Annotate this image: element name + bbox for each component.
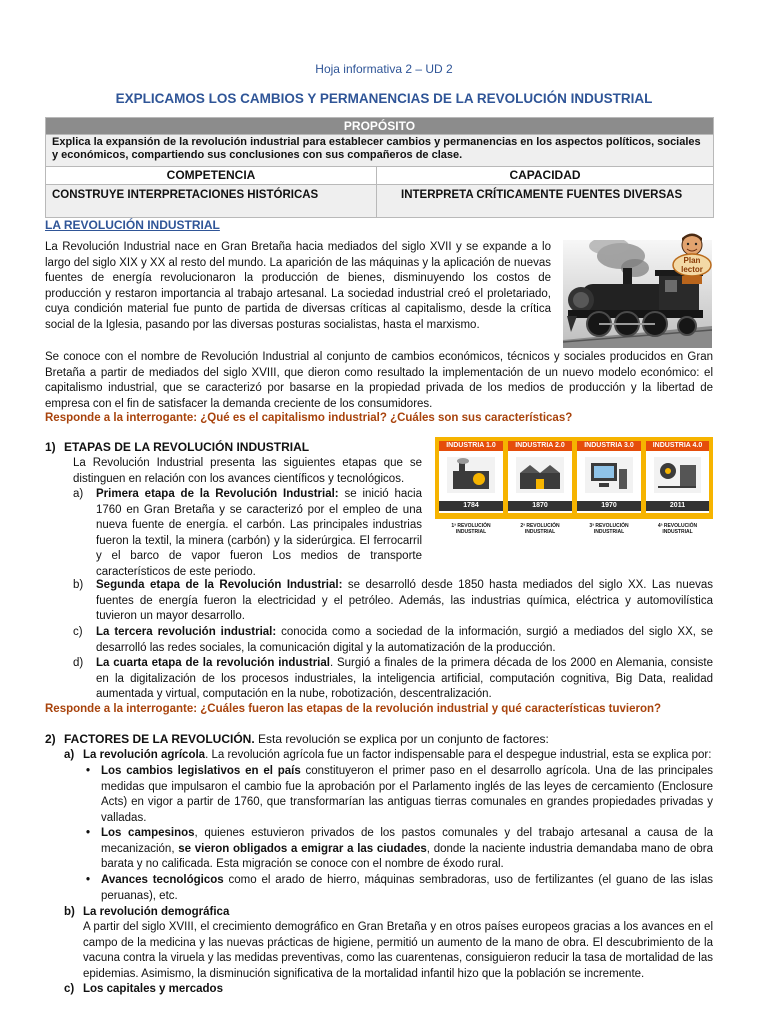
industria-caption-4: 4ª REVOLUCIÓN INDUSTRIAL — [657, 523, 698, 535]
plan-lector-line1: Plan — [683, 256, 701, 265]
bullet-peasants-text: , quienes estuvieron privados de los pastos comunales y del trabajo artesanal a causa de la mecanización, — [101, 827, 713, 855]
question-1: Responde a la interrogante: ¿Qué es el capitalismo industrial? ¿Cuáles son sus características? — [45, 412, 573, 424]
factor-b-title: La revolución demográfica — [83, 906, 230, 918]
bullet-technology-text: como el arado de hierro, máquinas sembradoras, uso de fertilizantes (el guano de las islas peruanas), etc. — [101, 874, 713, 902]
bullet-legislation-title: Los cambios legislativos en el país — [101, 765, 301, 777]
bullet-icon: • — [86, 827, 91, 839]
factor-c-marker: c) — [64, 983, 75, 995]
plan-lector-line2: lector — [681, 265, 703, 274]
stage-b-text — [96, 578, 713, 625]
section-1-title: ETAPAS DE LA REVOLUCIÓN INDUSTRIAL — [64, 440, 310, 454]
bullet-peasants-title: Los campesinos — [101, 827, 195, 839]
industria-caption-3: 3ª REVOLUCIÓN INDUSTRIAL — [589, 523, 629, 535]
section-2-title-rest: Esta revolución se explica por un conjunto de factores: — [254, 732, 549, 746]
stage-c-marker: c) — [73, 626, 83, 638]
capacity-value: INTERPRETA CRÍTICAMENTE FUENTES DIVERSAS — [377, 185, 714, 218]
factory-icon-1 — [447, 457, 495, 493]
factor-a-marker: a) — [64, 749, 75, 761]
page-title: EXPLICAMOS LOS CAMBIOS Y PERMANENCIAS DE LA REVOLUCIÓN INDUSTRIAL — [115, 91, 653, 106]
factory-icon-3 — [585, 457, 633, 493]
industria-panel-3 — [577, 441, 641, 513]
industria-panel-2 — [508, 441, 572, 513]
industria-year-3: 1970 — [577, 501, 641, 511]
bullet-legislation-text: constituyeron el primer paso en el desarrollo agrícola. Una de las principales medidas que impulsaron el cambio fue la aprobación por el Parlamento inglés de las leyes de cercamiento (Enclosure Acts) en vigor a partir de 1760, que transformarían las antiguas tierras comunales en grandes propiedades privadas y valladas. — [101, 765, 713, 824]
industria-title-3: INDUSTRIA 3.0 — [577, 441, 641, 451]
bullet-item-peasants — [101, 826, 713, 873]
stage-b-body: se desarrolló desde 1850 hasta mediados del siglo XX. Las nuevas fuentes de energía fueron la electricidad y el petróleo. Además, las industrias química, eléctrica y automovilística tuvieron un mayor desarrollo. — [96, 579, 714, 623]
industria-year-4: 2011 — [646, 501, 709, 511]
stage-a-title: Primera etapa de la Revolución Industrial: — [96, 488, 339, 500]
factor-b-text: A partir del siglo XVIII, el crecimiento demográfico en Gran Bretaña y en otros países europeos gracias a los avances en el campo de la medicina y las nuevas prácticas de higiene, permitió un aumento de la mano de obra. El descubrimiento de la vacuna contra la viruela y las medidas preventivas, como las cuarentenas, consiguieron reducir la tasa de mortalidad de las epidemias. Asimismo, la disminución significativa de la mortalidad infantil hizo que la población se incremente. — [83, 921, 713, 980]
capacity-header: CAPACIDAD — [377, 167, 714, 185]
purpose-header: PROPÓSITO — [46, 118, 714, 135]
industria-title-2: INDUSTRIA 2.0 — [508, 441, 572, 451]
factor-b-marker: b) — [64, 906, 75, 918]
bullet-peasants-text-2: , donde la naciente industria demandaba mano de obra barata y no calificada. Esta migración se conoce con el nombre de éxodo rural. — [101, 842, 713, 871]
factory-icon-2 — [516, 457, 564, 493]
section-1-intro: La Revolución Industrial presenta las siguientes etapas que se distinguen en relación con los avances científicos y tecnológicos. — [73, 457, 422, 485]
section-2-heading — [64, 732, 549, 747]
bullet-item-legislation — [101, 764, 713, 826]
plan-lector-badge — [672, 233, 712, 285]
competence-header: COMPETENCIA — [46, 167, 377, 185]
stage-b-marker: b) — [73, 579, 84, 591]
section-2-number: 2) — [45, 732, 56, 746]
industria-panel-1 — [439, 441, 503, 513]
industria-infographic — [435, 437, 713, 545]
question-2: Responde a la interrogante: ¿Cuáles fueron las etapas de la revolución industrial y qué características tuvieron? — [45, 703, 662, 715]
factory-icon-4 — [654, 457, 701, 493]
stage-d-body: . Surgió a finales de la primera década de los 2000 en Alemania, consiste en la digitalización de los procesos industriales, la inteligencia artificial, computación cognitiva, Big Data, realidad aumentada y virtual, computación en la nube, robotización, descentralización. — [96, 657, 713, 701]
bullet-peasants-emphasis: se vieron obligados a emigrar a las ciudades — [178, 842, 427, 855]
industria-title-4: INDUSTRIA 4.0 — [646, 441, 709, 451]
purpose-text: Explica la expansión de la revolución industrial para establecer cambios y permanencias en los aspectos políticos, sociales y económicos, compartiendo sus conclusiones con sus compañeros de clase. — [46, 135, 714, 167]
bullet-icon: • — [86, 874, 91, 886]
worksheet-subtitle: Hoja informativa 2 – UD 2 — [315, 62, 453, 76]
stage-a-body: se inició hacia 1760 en Gran Bretaña y se caracterizó por el empleo de una nueva fuente de energía. el carbón. Las principales industrias fueron la textil, la minera (carbón) y la siderúrgica. El ferrocarril y el barco de vapor fueron Los medios de transporte característicos de este periodo. — [96, 488, 422, 578]
stage-c-text — [96, 625, 713, 656]
factor-a-heading — [83, 748, 723, 764]
stage-c-body: conocida como a sociedad de la información, surgió a mediados del siglo XX, se desarrolló las redes sociales, la comunicación digital y la automatización de la producción. — [96, 626, 713, 654]
section-2-title: FACTORES DE LA REVOLUCIÓN. — [64, 732, 255, 746]
industria-title-1: INDUSTRIA 1.0 — [439, 441, 503, 451]
bullet-technology-title: Avances tecnológicos — [101, 874, 224, 886]
stage-c-title: La tercera revolución industrial: — [96, 626, 277, 638]
stage-b-title: Segunda etapa de la Revolución Industrial: — [96, 579, 343, 591]
intro-paragraph-1: La Revolución Industrial nace en Gran Bretaña hacia mediados del siglo XVII y se expande a lo largo del siglo XIX y XX al resto del mundo. La aparición de las máquinas y la aplicación de nuevas fuentes de energía revolucionaron la producción de bienes, disminuyendo los costos de producción y restaron importancia al trabajo artesanal. La sociedad industrial creó el proletariado, cuya condición material fue punto de partida de diversas críticas al capitalismo, desde la crítica social de la Iglesia, pasando por las diversas posturas socialistas, hasta el marxismo. — [45, 241, 551, 331]
industria-year-2: 1870 — [508, 501, 572, 511]
factor-c-title: Los capitales y mercados — [83, 983, 223, 995]
industria-caption-2: 2ª REVOLUCIÓN INDUSTRIAL — [520, 523, 560, 535]
stage-d-text — [96, 656, 713, 703]
competence-value: CONSTRUYE INTERPRETACIONES HISTÓRICAS — [46, 185, 377, 218]
purpose-table — [45, 117, 714, 218]
bullet-icon: • — [86, 765, 91, 777]
bullet-item-technology — [101, 873, 713, 904]
factor-a-text: . La revolución agrícola fue un factor indispensable para el despegue industrial, esta se explica por: — [205, 749, 712, 761]
industria-year-1: 1784 — [439, 501, 503, 511]
industria-panel-4 — [646, 441, 709, 513]
stage-d-title: La cuarta etapa de la revolución industrial — [96, 657, 330, 669]
stage-d-marker: d) — [73, 657, 84, 669]
intro-paragraph-2: Se conoce con el nombre de Revolución Industrial al conjunto de cambios económicos, técnicos y sociales producidos en Gran Bretaña a partir de mediados del siglo XVIII, que dieron como resultado la implementación de un nuevo modelo económico: el capitalismo industrial, que se caracterizó por basarse en la propiedad privada de los medios de producción y la libertad de empresa con el fin de satisfacer la demanda creciente de los consumidores. — [45, 351, 713, 410]
industria-caption-1: 1ª REVOLUCIÓN INDUSTRIAL — [451, 523, 491, 535]
stage-a-marker: a) — [73, 488, 84, 500]
section-1-number: 1) — [45, 440, 56, 454]
stage-a-text — [96, 487, 422, 581]
section-title: LA REVOLUCIÓN INDUSTRIAL — [45, 218, 220, 232]
factor-a-title: La revolución agrícola — [83, 749, 206, 761]
